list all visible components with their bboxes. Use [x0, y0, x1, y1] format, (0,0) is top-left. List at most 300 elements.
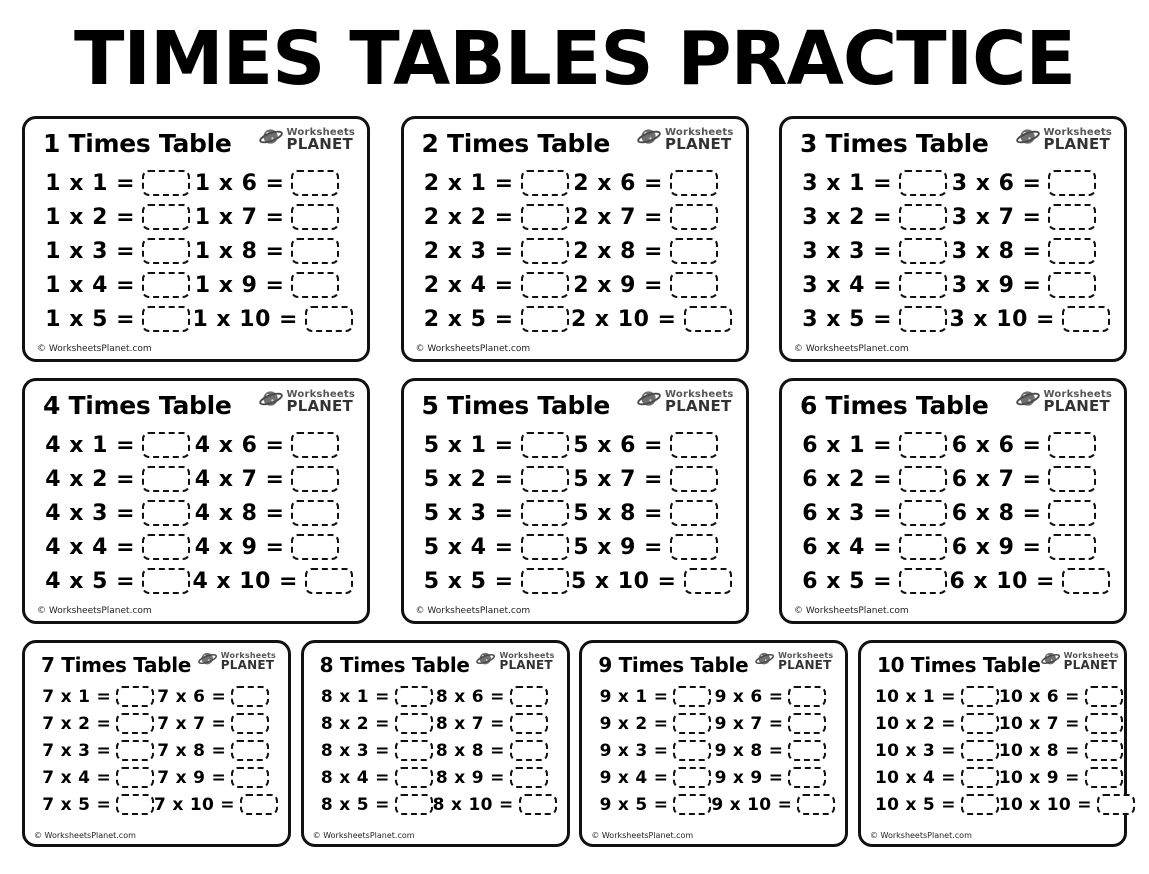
equations-grid — [594, 677, 833, 818]
answer-box[interactable] — [670, 466, 718, 492]
answer-box[interactable] — [1085, 767, 1123, 788]
answer-box[interactable] — [1085, 713, 1123, 734]
equation-text: 6 x 1 = — [802, 432, 892, 458]
equations-grid — [37, 420, 355, 598]
equation-row — [949, 428, 1110, 462]
times-table-card — [22, 378, 370, 624]
equation-row — [800, 428, 947, 462]
equation-text: 3 x 9 = — [951, 272, 1042, 298]
equation-row — [571, 496, 732, 530]
equations-grid — [794, 158, 1112, 336]
planet-icon — [259, 389, 284, 414]
card-header — [316, 653, 555, 677]
answer-box[interactable] — [116, 740, 154, 761]
answer-box[interactable] — [899, 238, 947, 264]
equation-row — [949, 234, 1110, 268]
equation-text: 5 x 9 = — [573, 534, 663, 560]
equation-row — [800, 200, 947, 234]
answer-box[interactable] — [670, 170, 718, 196]
equation-text: 5 x 1 = — [423, 432, 514, 458]
equation-row — [571, 428, 732, 462]
equation-text: 3 x 4 = — [802, 272, 892, 298]
equation-text: 7 x 1 = — [42, 686, 111, 707]
logo-top-text: Worksheets — [778, 651, 834, 660]
equation-row — [800, 530, 947, 564]
answer-box[interactable] — [788, 767, 826, 788]
equation-text: 10 x 6 = — [998, 686, 1080, 707]
equation-text: 6 x 6 = — [951, 432, 1042, 458]
answer-box[interactable] — [1048, 272, 1096, 298]
worksheets-planet-logo — [198, 651, 276, 672]
answer-box[interactable] — [142, 272, 190, 298]
answer-box[interactable] — [684, 568, 732, 594]
equation-row — [571, 268, 732, 302]
equation-row — [949, 166, 1110, 200]
equations-column-right — [154, 683, 278, 818]
equation-text: 8 x 9 = — [435, 767, 505, 788]
equation-text: 8 x 6 = — [435, 686, 505, 707]
answer-box[interactable] — [961, 794, 999, 815]
answer-box[interactable] — [231, 767, 269, 788]
equations-column-right — [192, 428, 353, 598]
card-header — [794, 126, 1112, 158]
equation-row — [949, 530, 1110, 564]
worksheets-planet-logo — [1041, 651, 1119, 672]
answer-box[interactable] — [961, 686, 999, 707]
equation-text: 9 x 2 = — [599, 713, 669, 734]
equation-row — [39, 683, 154, 710]
equation-row — [43, 200, 190, 234]
card-title: 7 Times Table — [41, 653, 192, 677]
answer-box[interactable] — [521, 170, 569, 196]
equation-row — [949, 302, 1110, 336]
equation-row — [999, 710, 1135, 737]
equation-text: 8 x 5 = — [320, 794, 390, 815]
equation-text: 10 x 9 = — [998, 767, 1080, 788]
equation-row — [571, 462, 732, 496]
planet-icon — [476, 651, 496, 672]
equation-row — [422, 234, 569, 268]
answer-box[interactable] — [240, 794, 278, 815]
logo-bottom-text: PLANET — [1063, 657, 1117, 672]
equation-row — [154, 737, 278, 764]
equation-row — [43, 462, 190, 496]
equation-text: 5 x 3 = — [423, 500, 514, 526]
worksheets-planet-logo — [637, 127, 734, 152]
equation-text: 9 x 5 = — [599, 794, 669, 815]
equation-row — [192, 462, 353, 496]
answer-box[interactable] — [116, 794, 154, 815]
answer-box[interactable] — [291, 466, 339, 492]
equation-row — [949, 462, 1110, 496]
equation-text: 5 x 5 = — [423, 568, 514, 594]
logo-text — [1044, 390, 1113, 414]
equation-text: 5 x 7 = — [573, 466, 663, 492]
answer-box[interactable] — [1062, 568, 1110, 594]
answer-box[interactable] — [519, 794, 557, 815]
equation-text: 4 x 2 = — [45, 466, 135, 492]
equation-text: 7 x 4 = — [42, 767, 111, 788]
equation-row — [999, 683, 1135, 710]
equation-text: 7 x 2 = — [42, 713, 111, 734]
answer-box[interactable] — [670, 204, 718, 230]
equation-row — [422, 496, 569, 530]
equations-column-left — [800, 428, 947, 598]
answer-box[interactable] — [899, 272, 947, 298]
equations-column-left — [318, 683, 433, 818]
equation-text: 2 x 6 = — [573, 170, 663, 196]
equation-text: 4 x 6 = — [194, 432, 285, 458]
times-table-card — [779, 378, 1127, 624]
answer-box[interactable] — [395, 740, 433, 761]
logo-text — [287, 390, 356, 414]
equation-text: 10 x 8 = — [998, 740, 1080, 761]
equation-text: 2 x 10 = — [570, 306, 677, 332]
equation-row — [800, 496, 947, 530]
equation-text: 7 x 6 = — [157, 686, 226, 707]
equation-text: 2 x 2 = — [423, 204, 514, 230]
logo-text — [1044, 128, 1113, 152]
answer-box[interactable] — [1048, 534, 1096, 560]
answer-box[interactable] — [291, 432, 339, 458]
equations-column-left — [43, 166, 190, 336]
equation-text: 9 x 4 = — [599, 767, 669, 788]
equation-row — [571, 302, 732, 336]
equations-column-right — [999, 683, 1135, 818]
answer-box[interactable] — [684, 306, 732, 332]
answer-box[interactable] — [510, 713, 548, 734]
answer-box[interactable] — [1097, 794, 1135, 815]
equation-text: 8 x 4 = — [320, 767, 390, 788]
equation-row — [571, 530, 732, 564]
answer-box[interactable] — [116, 686, 154, 707]
equations-column-left — [43, 428, 190, 598]
planet-icon — [1041, 651, 1061, 672]
card-title: 9 Times Table — [598, 653, 749, 677]
answer-box[interactable] — [673, 767, 711, 788]
logo-top-text: Worksheets — [286, 388, 355, 400]
answer-box[interactable] — [142, 170, 190, 196]
credit-text: © WorksheetsPlanet.com — [869, 831, 972, 840]
equation-row — [43, 268, 190, 302]
times-table-card — [301, 640, 570, 847]
page-title: TIMES TABLES PRACTICE — [73, 16, 1076, 102]
answer-box[interactable] — [510, 686, 548, 707]
answer-box[interactable] — [521, 534, 569, 560]
card-header — [594, 653, 833, 677]
answer-box[interactable] — [291, 534, 339, 560]
answer-box[interactable] — [670, 500, 718, 526]
answer-box[interactable] — [961, 740, 999, 761]
planet-icon — [637, 127, 662, 152]
card-title: 6 Times Table — [800, 391, 989, 420]
answer-box[interactable] — [1085, 686, 1123, 707]
answer-box[interactable] — [899, 432, 947, 458]
equation-text: 5 x 4 = — [423, 534, 514, 560]
equation-row — [800, 302, 947, 336]
equation-row — [571, 564, 732, 598]
equation-text: 4 x 9 = — [194, 534, 285, 560]
equations-column-right — [571, 428, 732, 598]
equation-text: 7 x 5 = — [42, 794, 111, 815]
card-title: 3 Times Table — [800, 129, 989, 158]
equation-row — [596, 764, 711, 791]
answer-box[interactable] — [142, 534, 190, 560]
equation-text: 7 x 3 = — [42, 740, 111, 761]
equation-text: 1 x 4 = — [45, 272, 135, 298]
equations-column-left — [422, 428, 569, 598]
equation-text: 4 x 8 = — [194, 500, 285, 526]
card-title: 4 Times Table — [43, 391, 232, 420]
answer-box[interactable] — [395, 767, 433, 788]
equation-text: 10 x 1 = — [874, 686, 956, 707]
equations-column-right — [711, 683, 835, 818]
logo-bottom-text: PLANET — [286, 397, 353, 416]
answer-box[interactable] — [1048, 170, 1096, 196]
times-table-card — [22, 116, 370, 362]
answer-box[interactable] — [670, 534, 718, 560]
equations-column-right — [949, 166, 1110, 336]
equation-row — [192, 200, 353, 234]
equation-row — [192, 496, 353, 530]
equation-text: 10 x 2 = — [874, 713, 956, 734]
answer-box[interactable] — [395, 713, 433, 734]
answer-box[interactable] — [231, 713, 269, 734]
equation-text: 1 x 7 = — [194, 204, 285, 230]
equation-row — [43, 564, 190, 598]
equations-grid — [37, 677, 276, 818]
equation-row — [800, 564, 947, 598]
credit-text: © WorksheetsPlanet.com — [37, 606, 152, 616]
answer-box[interactable] — [142, 306, 190, 332]
answer-box[interactable] — [521, 568, 569, 594]
equation-text: 9 x 9 = — [714, 767, 784, 788]
tables-row-2 — [22, 378, 1127, 624]
equation-row — [192, 302, 353, 336]
equations-grid — [873, 677, 1112, 818]
card-header — [37, 126, 355, 158]
answer-box[interactable] — [521, 306, 569, 332]
answer-box[interactable] — [510, 767, 548, 788]
answer-box[interactable] — [521, 238, 569, 264]
answer-box[interactable] — [395, 794, 433, 815]
answer-box[interactable] — [899, 170, 947, 196]
card-header — [37, 653, 276, 677]
equation-text: 6 x 4 = — [802, 534, 892, 560]
answer-box[interactable] — [395, 686, 433, 707]
equation-text: 1 x 1 = — [45, 170, 135, 196]
equations-column-left — [422, 166, 569, 336]
equation-row — [433, 710, 557, 737]
answer-box[interactable] — [673, 740, 711, 761]
answer-box[interactable] — [231, 740, 269, 761]
answer-box[interactable] — [142, 432, 190, 458]
answer-box[interactable] — [961, 713, 999, 734]
answer-box[interactable] — [673, 794, 711, 815]
equation-text: 8 x 10 = — [432, 794, 514, 815]
answer-box[interactable] — [116, 713, 154, 734]
equation-row — [800, 268, 947, 302]
logo-bottom-text: PLANET — [1043, 135, 1110, 154]
card-title: 8 Times Table — [319, 653, 470, 677]
logo-top-text: Worksheets — [286, 126, 355, 138]
equation-text: 5 x 8 = — [573, 500, 663, 526]
equation-text: 10 x 3 = — [874, 740, 956, 761]
equation-row — [596, 737, 711, 764]
equation-row — [999, 737, 1135, 764]
equation-row — [999, 764, 1135, 791]
answer-box[interactable] — [521, 466, 569, 492]
equation-text: 9 x 3 = — [599, 740, 669, 761]
answer-box[interactable] — [142, 238, 190, 264]
answer-box[interactable] — [142, 204, 190, 230]
answer-box[interactable] — [1048, 238, 1096, 264]
worksheets-planet-logo — [259, 127, 356, 152]
answer-box[interactable] — [797, 794, 835, 815]
equation-text: 8 x 8 = — [435, 740, 505, 761]
equation-text: 1 x 6 = — [194, 170, 285, 196]
equation-row — [43, 428, 190, 462]
answer-box[interactable] — [142, 500, 190, 526]
answer-box[interactable] — [291, 272, 339, 298]
equations-grid — [416, 158, 734, 336]
answer-box[interactable] — [899, 204, 947, 230]
equation-row — [154, 710, 278, 737]
logo-bottom-text: PLANET — [286, 135, 353, 154]
answer-box[interactable] — [291, 238, 339, 264]
credit-text: © WorksheetsPlanet.com — [37, 344, 152, 354]
logo-top-text: Worksheets — [1043, 388, 1112, 400]
credit-text: © WorksheetsPlanet.com — [794, 606, 909, 616]
answer-box[interactable] — [899, 306, 947, 332]
equations-grid — [794, 420, 1112, 598]
equation-text: 1 x 10 = — [192, 306, 298, 332]
answer-box[interactable] — [788, 686, 826, 707]
answer-box[interactable] — [673, 686, 711, 707]
answer-box[interactable] — [305, 306, 353, 332]
equation-row — [999, 791, 1135, 818]
equation-row — [949, 268, 1110, 302]
equation-text: 8 x 1 = — [320, 686, 390, 707]
answer-box[interactable] — [1048, 432, 1096, 458]
equation-text: 6 x 2 = — [802, 466, 892, 492]
equation-text: 10 x 4 = — [874, 767, 956, 788]
equation-text: 8 x 3 = — [320, 740, 390, 761]
logo-top-text: Worksheets — [1063, 651, 1119, 660]
answer-box[interactable] — [521, 204, 569, 230]
planet-icon — [1016, 127, 1041, 152]
answer-box[interactable] — [1048, 500, 1096, 526]
equations-column-right — [433, 683, 557, 818]
equation-text: 9 x 1 = — [599, 686, 669, 707]
logo-top-text: Worksheets — [220, 651, 276, 660]
equation-row — [318, 710, 433, 737]
answer-box[interactable] — [899, 500, 947, 526]
equation-row — [711, 737, 835, 764]
answer-box[interactable] — [961, 767, 999, 788]
equation-text: 1 x 5 = — [45, 306, 135, 332]
logo-bottom-text: PLANET — [1043, 397, 1110, 416]
answer-box[interactable] — [521, 432, 569, 458]
tables-container — [0, 96, 1149, 847]
equation-text: 6 x 7 = — [951, 466, 1042, 492]
answer-box[interactable] — [1048, 466, 1096, 492]
answer-box[interactable] — [1048, 204, 1096, 230]
equation-text: 9 x 6 = — [714, 686, 784, 707]
answer-box[interactable] — [899, 568, 947, 594]
answer-box[interactable] — [116, 767, 154, 788]
credit-text: © WorksheetsPlanet.com — [312, 831, 415, 840]
times-table-card — [401, 378, 749, 624]
answer-box[interactable] — [305, 568, 353, 594]
answer-box[interactable] — [899, 466, 947, 492]
answer-box[interactable] — [142, 466, 190, 492]
logo-top-text: Worksheets — [1043, 126, 1112, 138]
equations-grid — [316, 677, 555, 818]
equation-row — [422, 428, 569, 462]
answer-box[interactable] — [1085, 740, 1123, 761]
worksheets-planet-logo — [476, 651, 554, 672]
equation-text: 3 x 6 = — [951, 170, 1042, 196]
card-header — [37, 388, 355, 420]
equations-column-right — [949, 428, 1110, 598]
equation-text: 2 x 4 = — [423, 272, 514, 298]
logo-text — [665, 390, 734, 414]
answer-box[interactable] — [670, 432, 718, 458]
equation-row — [422, 564, 569, 598]
answer-box[interactable] — [510, 740, 548, 761]
answer-box[interactable] — [521, 272, 569, 298]
equation-text: 2 x 7 = — [573, 204, 663, 230]
answer-box[interactable] — [291, 204, 339, 230]
credit-text: © WorksheetsPlanet.com — [415, 344, 531, 354]
equations-grid — [37, 158, 355, 336]
answer-box[interactable] — [521, 500, 569, 526]
answer-box[interactable] — [291, 170, 339, 196]
equation-text: 1 x 2 = — [45, 204, 135, 230]
equation-row — [39, 791, 154, 818]
logo-text — [1064, 652, 1119, 671]
answer-box[interactable] — [670, 272, 718, 298]
equation-row — [422, 200, 569, 234]
card-header — [416, 126, 734, 158]
answer-box[interactable] — [788, 740, 826, 761]
equation-row — [192, 428, 353, 462]
logo-bottom-text: PLANET — [665, 397, 732, 416]
equation-text: 7 x 10 = — [154, 794, 235, 815]
answer-box[interactable] — [673, 713, 711, 734]
credit-text: © WorksheetsPlanet.com — [34, 831, 136, 840]
answer-box[interactable] — [231, 686, 269, 707]
answer-box[interactable] — [1062, 306, 1110, 332]
answer-box[interactable] — [142, 568, 190, 594]
answer-box[interactable] — [291, 500, 339, 526]
times-table-card — [22, 640, 291, 847]
equation-text: 9 x 8 = — [714, 740, 784, 761]
equation-row — [875, 710, 999, 737]
logo-bottom-text: PLANET — [665, 135, 732, 154]
answer-box[interactable] — [899, 534, 947, 560]
equation-text: 7 x 7 = — [157, 713, 226, 734]
answer-box[interactable] — [788, 713, 826, 734]
equation-text: 7 x 8 = — [157, 740, 226, 761]
equation-row — [422, 462, 569, 496]
equation-text: 1 x 8 = — [194, 238, 285, 264]
equation-text: 8 x 7 = — [435, 713, 505, 734]
equation-text: 6 x 10 = — [949, 568, 1055, 594]
answer-box[interactable] — [670, 238, 718, 264]
equation-text: 9 x 10 = — [711, 794, 793, 815]
